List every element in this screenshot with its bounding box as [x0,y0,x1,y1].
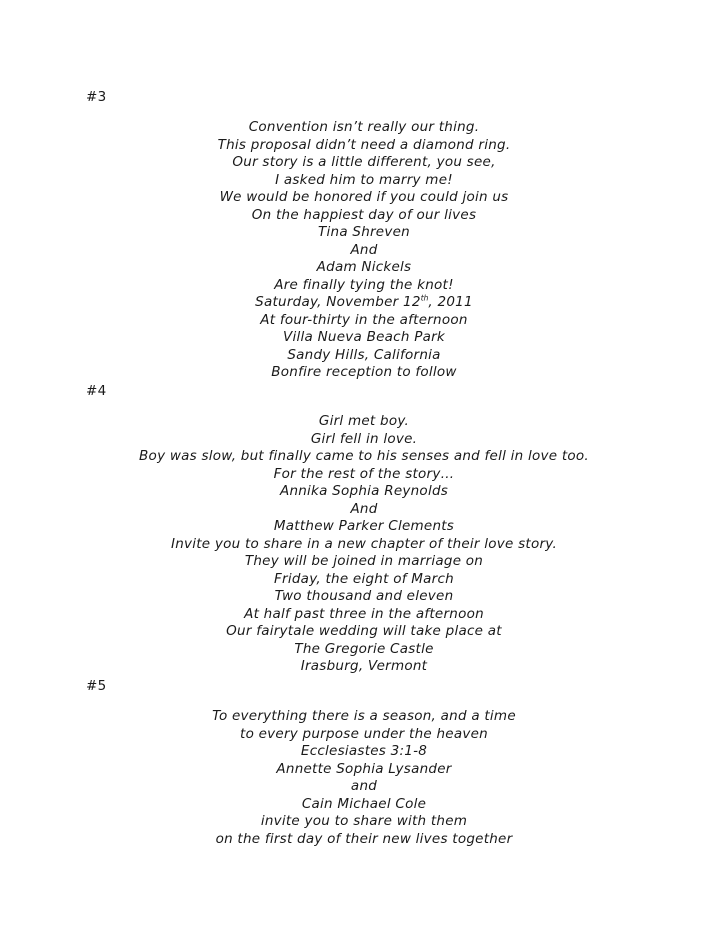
wedding-time: At half past three in the afternoon [244,605,484,622]
bride-name: Tina Shreven [318,224,410,240]
invitation-line: Girl fell in love. [310,430,418,447]
invitation-line: Convention isn’t really our thing. [248,119,480,135]
invitation-line: Invite you to share in a new chapter of their love story. [170,535,557,552]
invitation-line: and [350,778,378,794]
section-label-5: #5 [86,678,107,694]
invitation-line: We would be honored if you could join us [219,189,509,205]
invitation-line: invite you to share with them [260,813,468,829]
invitation-line: Our fairytale wedding will take place at [226,623,502,639]
date-ordinal: th [420,293,429,303]
invitation-line: This proposal didn’t need a diamond ring. [217,136,511,153]
groom-name: Matthew Parker Clements [273,518,455,534]
wedding-date [0,294,728,312]
invitation-line: On the happiest day of our lives [251,206,477,223]
invitation-line: Bonfire reception to follow [271,364,457,380]
invitation-line: Our story is a little different, you see, [232,154,496,170]
invitation-5 [0,708,728,848]
invitation-line: I asked him to marry me! [275,171,453,188]
wedding-year: Two thousand and eleven [274,588,454,604]
venue-name: The Gregorie Castle [294,640,434,657]
invitation-line: And [350,500,378,517]
invitation-3 [0,119,728,382]
invitation-line: Are finally tying the knot! [274,276,454,293]
section-label-4: #4 [86,383,107,399]
invitation-line: They will be joined in marriage on [244,553,484,569]
groom-name: Cain Michael Cole [301,795,427,812]
date-main: Saturday, November 12 [255,294,421,310]
invitation-line: Boy was slow, but finally came to his senses and fell in love too. [139,448,589,464]
venue-location: Sandy Hills, California [287,346,441,363]
date-year: , 2011 [428,294,473,310]
venue-location: Irasburg, Vermont [300,658,428,674]
invitation-line: For the rest of the story… [273,465,455,482]
invitation-line: And [350,241,378,258]
invitation-4 [0,413,728,676]
bride-name: Annika Sophia Reynolds [279,483,449,499]
scripture-reference: Ecclesiastes 3:1-8 [300,743,428,759]
bride-name: Annette Sophia Lysander [276,760,452,777]
groom-name: Adam Nickels [316,259,412,275]
invitation-line: To everything there is a season, and a time [212,708,516,724]
wedding-date: Friday, the eight of March [274,570,454,587]
wedding-time: At four-thirty in the afternoon [260,311,468,328]
invitation-line: to every purpose under the heaven [240,725,488,742]
section-label-3: #3 [86,89,107,105]
venue-name: Villa Nueva Beach Park [283,329,445,345]
invitation-line: on the first day of their new lives together [215,830,513,847]
invitation-line: Girl met boy. [318,413,410,429]
